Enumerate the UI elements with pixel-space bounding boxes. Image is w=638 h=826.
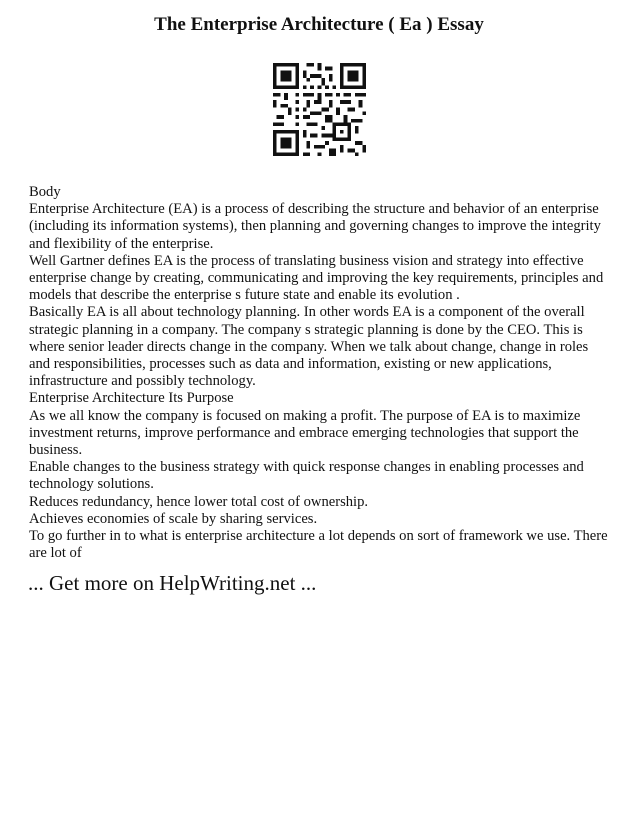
paragraph: Reduces redundancy, hence lower total cost of ownership. [29, 493, 369, 510]
paragraph: Enterprise Architecture (EA) is a process of describing the structure and behavior of an enterprise (including its information systems), then planning and governing changes to improve the integrity and flexibility of the enterprise. [29, 201, 601, 252]
paragraph: To go further in to what is enterprise architecture a lot depends on sort of framework we use. There are lot of [29, 528, 608, 562]
qr-code-icon [273, 63, 366, 156]
paragraph: Well Gartner defines EA is the process of translating business vision and strategy into effective enterprise change by creating, communicating and improving the key requirements, principles and models that describe the enterprise s future state and enable its evolution . [29, 252, 604, 304]
paragraph: As we all know the company is focused on making a profit. The purpose of EA is to maximize investment returns, improve performance and embrace emerging technologies that support the business. [29, 407, 581, 459]
paragraph-heading-purpose: Enterprise Architecture Its Purpose [29, 390, 234, 407]
paragraph: Enable changes to the business strategy with quick response changes in enabling processes and technology solutions. [29, 459, 584, 493]
paragraph: Basically EA is all about technology planning. In other words EA is a component of the overall strategic planning in a company. The company s strategic planning is done by the CEO. This is where senior leader directs change in the company. When we talk about change, change in roles and responsibilities, processes such as data and information, existing or new applications, infrastructure and possibly technology. [29, 304, 589, 390]
get-more-link[interactable]: ... Get more on HelpWriting.net ... [28, 571, 317, 595]
paragraph-heading-body: Body [29, 184, 61, 200]
paragraph: Achieves economies of scale by sharing services. [29, 510, 318, 527]
essay-body [29, 184, 611, 562]
page-title: The Enterprise Architecture ( Ea ) Essay [154, 14, 484, 35]
